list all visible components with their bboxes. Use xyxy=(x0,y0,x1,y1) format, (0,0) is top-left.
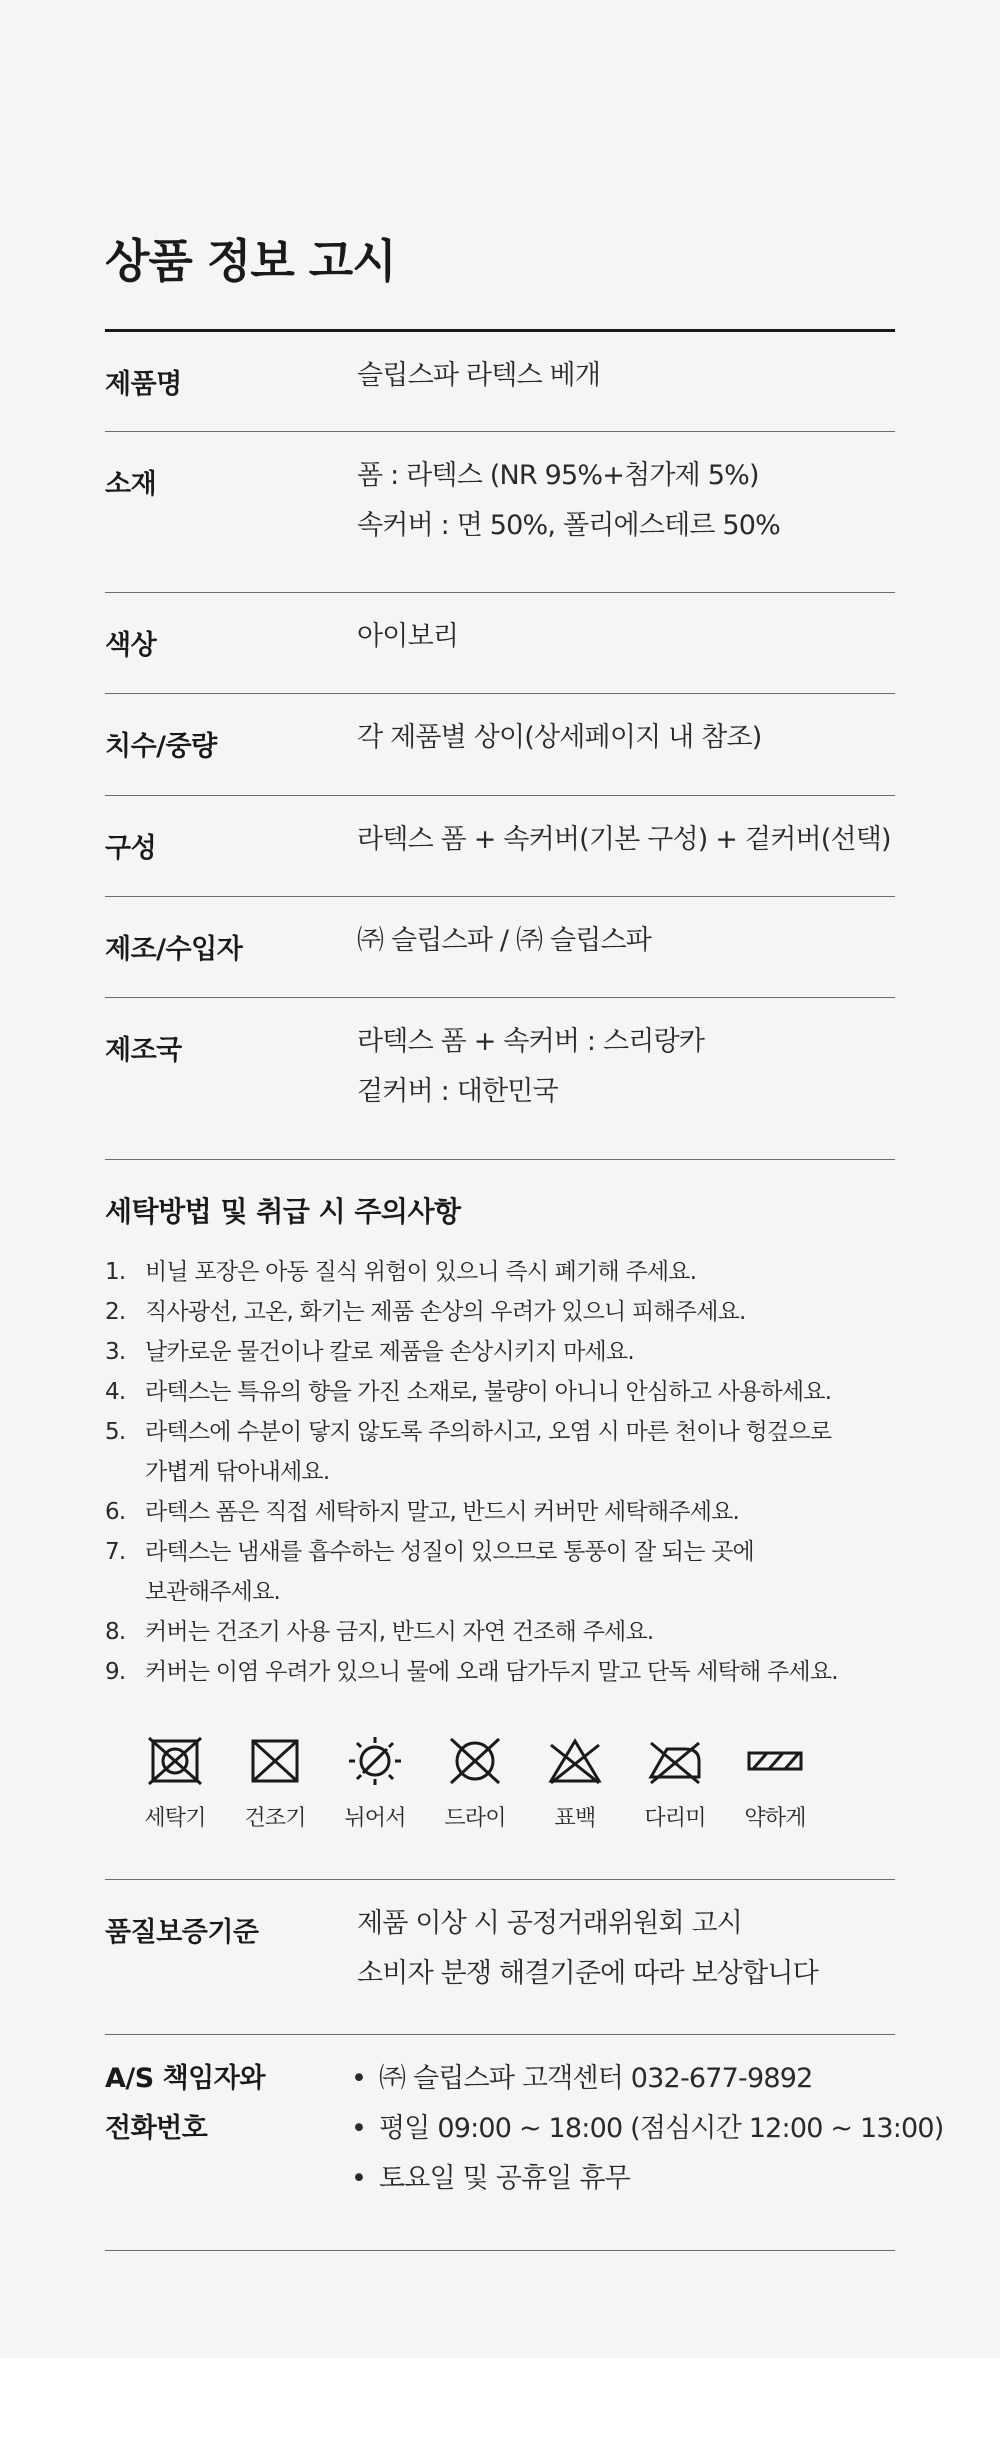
no-sun-dry-icon xyxy=(345,1735,405,1787)
wash-instructions-list xyxy=(105,1252,895,1692)
row-value-line: 소비자 분쟁 해결기준에 따라 보상합니다 xyxy=(357,1958,818,1989)
row-label xyxy=(105,2054,265,2154)
row-value xyxy=(357,1899,818,1999)
row-value xyxy=(357,1017,704,1117)
list-item xyxy=(105,1612,895,1652)
row-label: 구성 xyxy=(105,833,157,864)
row-label: 소재 xyxy=(105,469,157,500)
row-value-line: 각 제품별 상이(상세페이지 내 참조) xyxy=(357,722,762,753)
row-value xyxy=(357,351,600,401)
info-row-size-weight xyxy=(105,694,895,796)
page-title: 상품 정보 고시 xyxy=(105,234,396,288)
item-text: 날카로운 물건이나 칼로 제품을 손상시키지 마세요. xyxy=(145,1339,634,1365)
icon-caption: 건조기 xyxy=(244,1806,306,1831)
item-text: 가볍게 닦아내세요. xyxy=(145,1459,330,1485)
list-item xyxy=(105,1252,895,1292)
icon-caption: 다리미 xyxy=(644,1806,706,1831)
row-value xyxy=(357,916,651,966)
row-value-line: 속커버 : 면 50%, 폴리에스테르 50% xyxy=(357,510,781,541)
row-label-line: 전화번호 xyxy=(105,2113,208,2144)
wash-section-title: 세탁방법 및 취급 시 주의사항 xyxy=(105,1195,461,1228)
item-number: 6. xyxy=(105,1499,126,1525)
row-label-line: A/S 책임자와 xyxy=(105,2063,265,2094)
info-row-color xyxy=(105,593,895,694)
row-value-line: 아이보리 xyxy=(357,621,459,652)
care-icons xyxy=(135,1735,855,1845)
no-iron-icon xyxy=(645,1735,705,1787)
list-item: • ㈜ 슬립스파 고객센터 032-677-9892 xyxy=(357,2054,944,2104)
item-number: 5. xyxy=(105,1419,126,1445)
no-wash-icon xyxy=(145,1735,205,1787)
row-value-line: ㈜ 슬립스파 / ㈜ 슬립스파 xyxy=(357,925,652,956)
care-item-bleach xyxy=(535,1735,615,1832)
row-value xyxy=(357,713,762,763)
info-row-as-contact xyxy=(105,2035,944,2251)
item-text: 커버는 건조기 사용 금지, 반드시 자연 건조해 주세요. xyxy=(145,1619,654,1645)
info-row-composition xyxy=(105,796,895,897)
row-value-line: 라텍스 폼 + 속커버(기본 구성) + 겉커버(선택) xyxy=(357,824,891,855)
info-row-manufacturer xyxy=(105,897,895,998)
info-row-product-name xyxy=(105,332,895,432)
item-text: 라텍스에 수분이 닿지 않도록 주의하시고, 오염 시 마른 천이나 헝겊으로 xyxy=(145,1419,832,1445)
care-item-iron xyxy=(635,1735,715,1832)
row-value-line: 슬립스파 라텍스 베개 xyxy=(357,360,601,391)
item-text: 라텍스는 냄새를 흡수하는 성질이 있으므로 통풍이 잘 되는 곳에 xyxy=(145,1539,754,1565)
item-number: 8. xyxy=(105,1619,126,1645)
row-value xyxy=(357,451,780,551)
gentle-icon xyxy=(745,1735,805,1787)
info-row-country xyxy=(105,998,895,1160)
list-item xyxy=(105,1412,895,1492)
care-item-dry-clean xyxy=(435,1735,515,1832)
item-text: 라텍스는 특유의 향을 가진 소재로, 불량이 아니니 안심하고 사용하세요. xyxy=(145,1379,832,1405)
list-item xyxy=(105,1292,895,1332)
row-label: 치수/중량 xyxy=(105,731,217,762)
list-item: • 평일 09:00 ~ 18:00 (점심시간 12:00 ~ 13:00) xyxy=(357,2104,944,2154)
item-text: 직사광선, 고온, 화기는 제품 손상의 우려가 있으니 피해주세요. xyxy=(145,1299,746,1325)
no-bleach-icon xyxy=(545,1735,605,1787)
item-number: 4. xyxy=(105,1379,126,1405)
info-row-material xyxy=(105,432,895,593)
no-tumble-dry-icon xyxy=(245,1735,305,1787)
item-text: 라텍스 폼은 직접 세탁하지 말고, 반드시 커버만 세탁해주세요. xyxy=(145,1499,740,1525)
list-item xyxy=(105,1492,895,1532)
row-value xyxy=(357,612,458,662)
row-value-line: 겉커버 : 대한민국 xyxy=(357,1076,558,1107)
care-item-gentle xyxy=(735,1735,815,1832)
icon-caption: 표백 xyxy=(554,1806,596,1831)
icon-caption: 세탁기 xyxy=(144,1806,206,1831)
row-label: 품질보증기준 xyxy=(105,1917,259,1948)
list-item xyxy=(105,1652,895,1692)
list-item: • 토요일 및 공휴일 휴무 xyxy=(357,2154,944,2204)
item-text: 보관해주세요. xyxy=(145,1579,281,1605)
icon-caption: 드라이 xyxy=(444,1806,506,1831)
row-label: 색상 xyxy=(105,630,157,661)
care-item-dryer xyxy=(235,1735,315,1832)
list-item xyxy=(105,1332,895,1372)
item-number: 1. xyxy=(105,1259,126,1285)
item-number: 9. xyxy=(105,1659,126,1685)
row-value xyxy=(357,2054,944,2204)
list-item xyxy=(105,1532,895,1612)
item-text: 비닐 포장은 아동 질식 위험이 있으니 즉시 폐기해 주세요. xyxy=(145,1259,697,1285)
care-item-sun xyxy=(335,1735,415,1832)
row-value-line: 제품 이상 시 공정거래위원회 고시 xyxy=(357,1908,743,1939)
item-text: 커버는 이염 우려가 있으니 물에 오래 담가두지 말고 단독 세탁해 주세요. xyxy=(145,1659,838,1685)
item-number: 3. xyxy=(105,1339,126,1365)
item-number: 2. xyxy=(105,1299,126,1325)
no-dry-clean-icon xyxy=(445,1735,505,1787)
icon-caption: 약하게 xyxy=(744,1806,806,1831)
as-contact-list xyxy=(357,2054,944,2204)
icon-caption: 뉘어서 xyxy=(344,1806,406,1831)
row-value xyxy=(357,815,891,865)
row-label: 제조/수입자 xyxy=(105,934,243,965)
info-row-quality xyxy=(105,1880,895,2035)
row-label: 제조국 xyxy=(105,1035,182,1066)
row-value-line: 라텍스 폼 + 속커버 : 스리랑카 xyxy=(357,1026,705,1057)
item-number: 7. xyxy=(105,1539,126,1565)
row-label: 제품명 xyxy=(105,369,182,400)
row-value-line: 폼 : 라텍스 (NR 95%+첨가제 5%) xyxy=(357,460,759,491)
list-item xyxy=(105,1372,895,1412)
care-item-wash xyxy=(135,1735,215,1832)
